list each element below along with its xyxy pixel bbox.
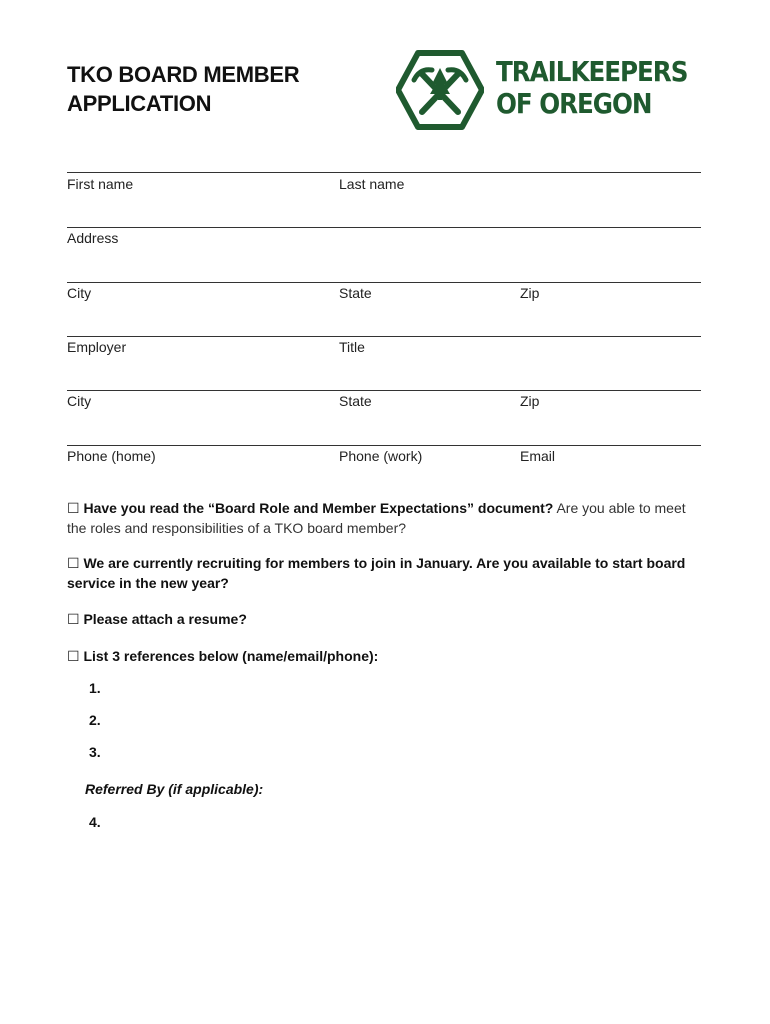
phone-work-label: Phone (work) bbox=[339, 448, 423, 464]
employer-field-line[interactable] bbox=[67, 336, 701, 337]
reference-item-3: 3. bbox=[89, 744, 101, 760]
last-name-label: Last name bbox=[339, 176, 405, 192]
employer-state-label: State bbox=[339, 393, 372, 409]
employer-label: Employer bbox=[67, 339, 127, 355]
question-board-expectations bbox=[67, 499, 703, 538]
question-3-text: Please attach a resume? bbox=[83, 611, 247, 627]
job-title-label: Title bbox=[339, 339, 365, 355]
first-name-field-line[interactable] bbox=[67, 172, 701, 173]
logo-wordmark bbox=[496, 56, 687, 120]
question-2-text: We are currently recruiting for members to join in January. Are you available to start board service in the new year? bbox=[67, 555, 686, 591]
employer-city-state-zip-field-line[interactable] bbox=[67, 390, 701, 391]
employer-zip-label: Zip bbox=[520, 393, 540, 409]
phone-email-field-line[interactable] bbox=[67, 445, 701, 446]
page-title bbox=[67, 60, 299, 118]
reference-item-1: 1. bbox=[89, 680, 101, 696]
question-references bbox=[67, 647, 703, 667]
referred-by-label: Referred By (if applicable): bbox=[85, 781, 264, 797]
question-4-text: List 3 references below (name/email/phone): bbox=[83, 648, 379, 664]
reference-item-4: 4. bbox=[89, 814, 101, 830]
trailkeepers-logo bbox=[396, 50, 706, 132]
reference-item-2: 2. bbox=[89, 712, 101, 728]
address-field-line[interactable] bbox=[67, 227, 701, 228]
logo-line-2: OF OREGON bbox=[496, 87, 652, 120]
title-line-2: APPLICATION bbox=[67, 91, 212, 116]
checkbox-resume[interactable]: ☐ bbox=[67, 612, 80, 628]
email-label: Email bbox=[520, 448, 556, 464]
employer-city-label: City bbox=[67, 393, 92, 409]
first-name-label: First name bbox=[67, 176, 134, 192]
checkbox-references[interactable]: ☐ bbox=[67, 649, 80, 665]
city-label: City bbox=[67, 285, 92, 301]
address-label: Address bbox=[67, 230, 119, 246]
question-1-text: Are you able to meet the roles and responsibilities of a TKO board member? bbox=[67, 500, 686, 536]
phone-home-label: Phone (home) bbox=[67, 448, 156, 464]
checkbox-availability[interactable]: ☐ bbox=[67, 556, 80, 572]
city-state-zip-field-line[interactable] bbox=[67, 282, 701, 283]
crossed-pickaxes-tree-hexagon-icon bbox=[396, 50, 484, 130]
checkbox-board-expectations[interactable]: ☐ bbox=[67, 501, 80, 517]
logo-line-1: TRAILKEEPERS bbox=[496, 55, 688, 88]
title-line-1: TKO BOARD MEMBER bbox=[67, 62, 300, 87]
question-resume bbox=[67, 610, 703, 630]
zip-label: Zip bbox=[520, 285, 540, 301]
question-availability bbox=[67, 554, 703, 593]
state-label: State bbox=[339, 285, 372, 301]
question-1-bold-text: Have you read the “Board Role and Member Expectations” document? bbox=[83, 500, 554, 516]
